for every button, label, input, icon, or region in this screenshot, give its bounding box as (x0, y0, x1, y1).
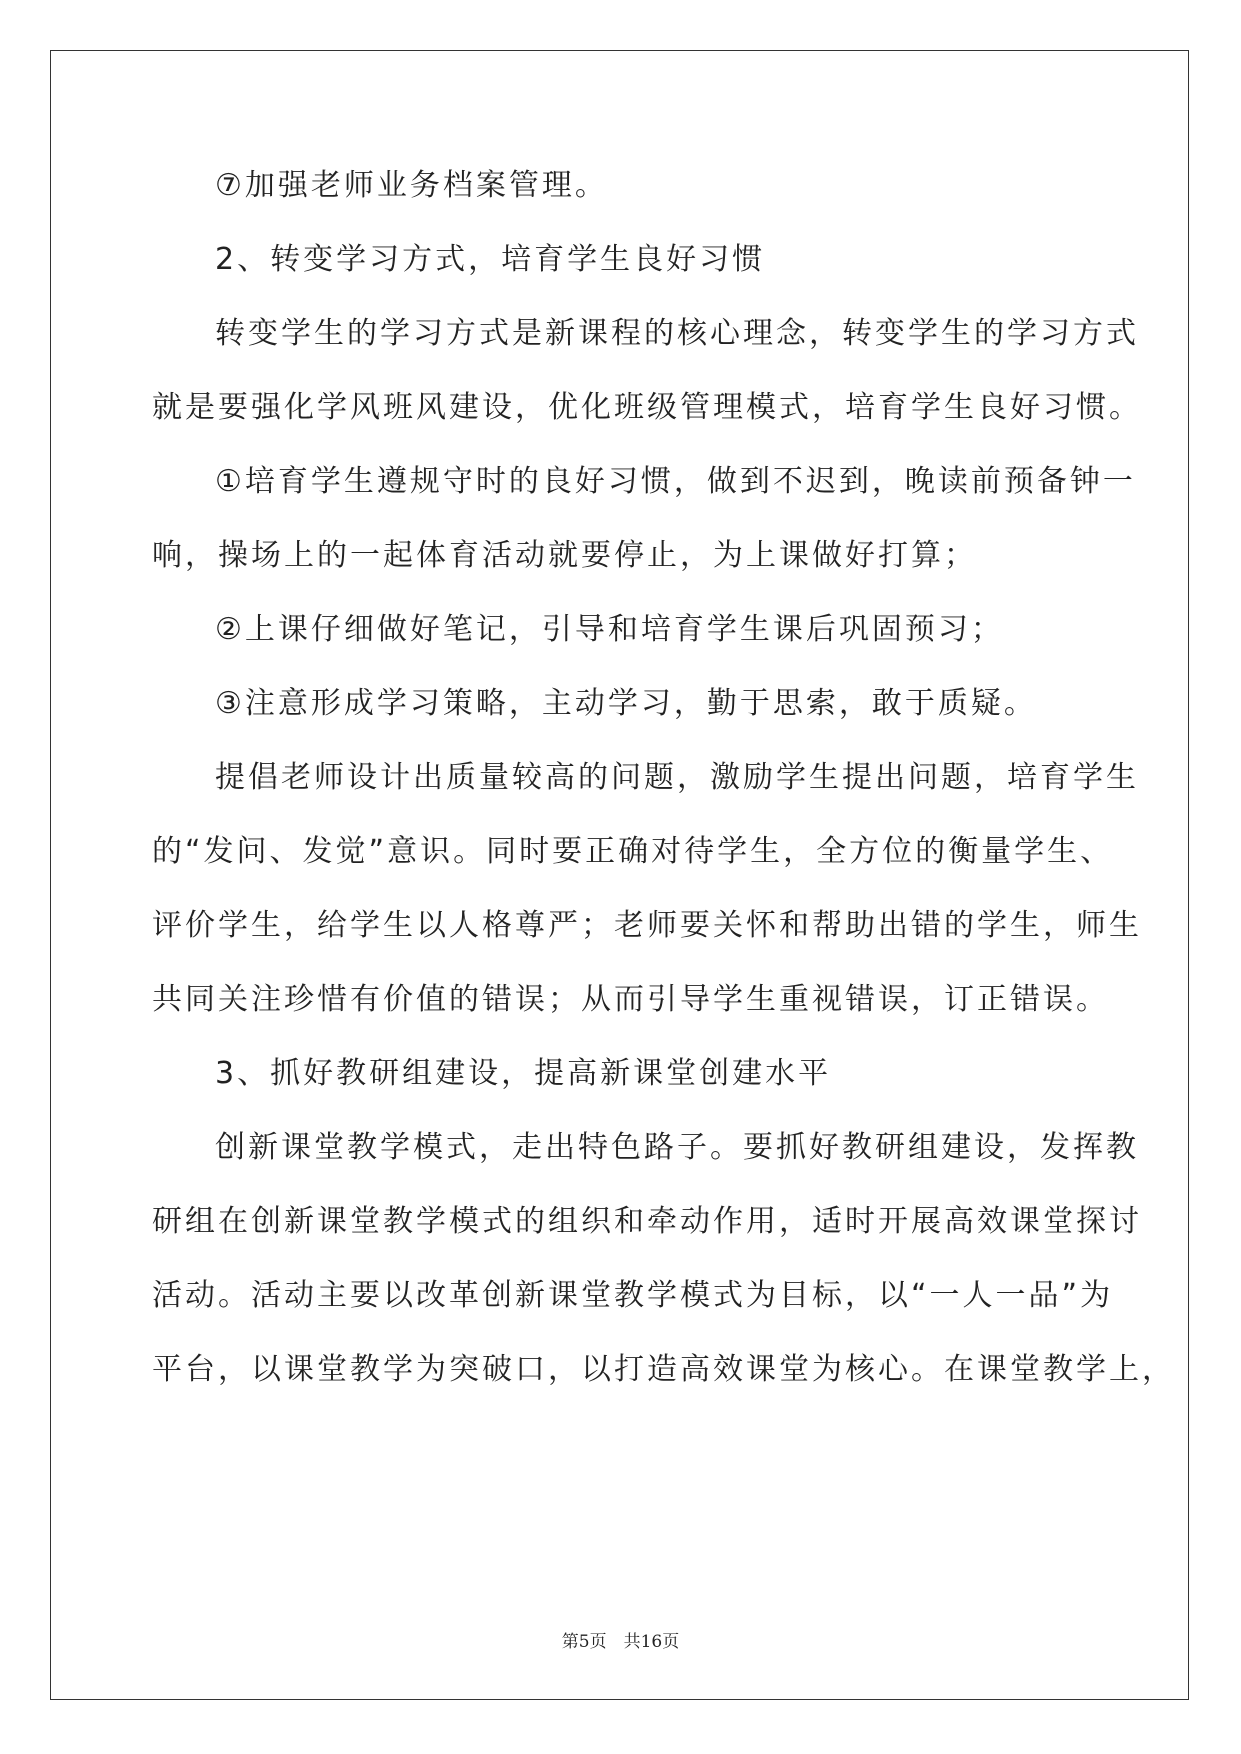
paragraph-line: 活动。活动主要以改革创新课堂教学模式为目标，以“一人一品”为 (152, 1278, 1114, 1313)
paragraph-line: 提倡老师设计出质量较高的问题，激励学生提出问题，培育学生 (215, 760, 1139, 795)
paragraph-line: 转变学生的学习方式是新课程的核心理念，转变学生的学习方式 (215, 316, 1139, 351)
paragraph-line: ②上课仔细做好笔记，引导和培育学生课后巩固预习； (215, 612, 1004, 647)
paragraph-line: 的“发问、发觉”意识。同时要正确对待学生，全方位的衡量学生、 (152, 834, 1114, 869)
paragraph-line: 平台，以课堂教学为突破口，以打造高效课堂为核心。在课堂教学上， (152, 1352, 1175, 1387)
paragraph-line: ①培育学生遵规守时的良好习惯，做到不迟到，晚读前预备钟一 (215, 464, 1136, 499)
paragraph-line: ③注意形成学习策略，主动学习，勤于思索，敢于质疑。 (215, 686, 1037, 721)
section-heading: 3、抓好教研组建设，提高新课堂创建水平 (215, 1056, 832, 1091)
paragraph-line: 评价学生，给学生以人格尊严；老师要关怀和帮助出错的学生，师生 (152, 908, 1142, 943)
page-border (50, 50, 1189, 1700)
paragraph-line: 创新课堂教学模式，走出特色路子。要抓好教研组建设，发挥教 (215, 1130, 1139, 1165)
paragraph-line: 就是要强化学风班风建设，优化班级管理模式，培育学生良好习惯。 (152, 390, 1142, 425)
paragraph-line: 响，操场上的一起体育活动就要停止，为上课做好打算； (152, 538, 977, 573)
paragraph-line: 共同关注珍惜有价值的错误；从而引导学生重视错误，订正错误。 (152, 982, 1109, 1017)
section-heading: 2、转变学习方式，培育学生良好习惯 (215, 242, 766, 277)
paragraph-line: 研组在创新课堂教学模式的组织和牵动作用，适时开展高效课堂探讨 (152, 1204, 1142, 1239)
page-number-footer: 第5页 共16页 (561, 1632, 680, 1652)
paragraph-line: ⑦加强老师业务档案管理。 (215, 168, 608, 203)
